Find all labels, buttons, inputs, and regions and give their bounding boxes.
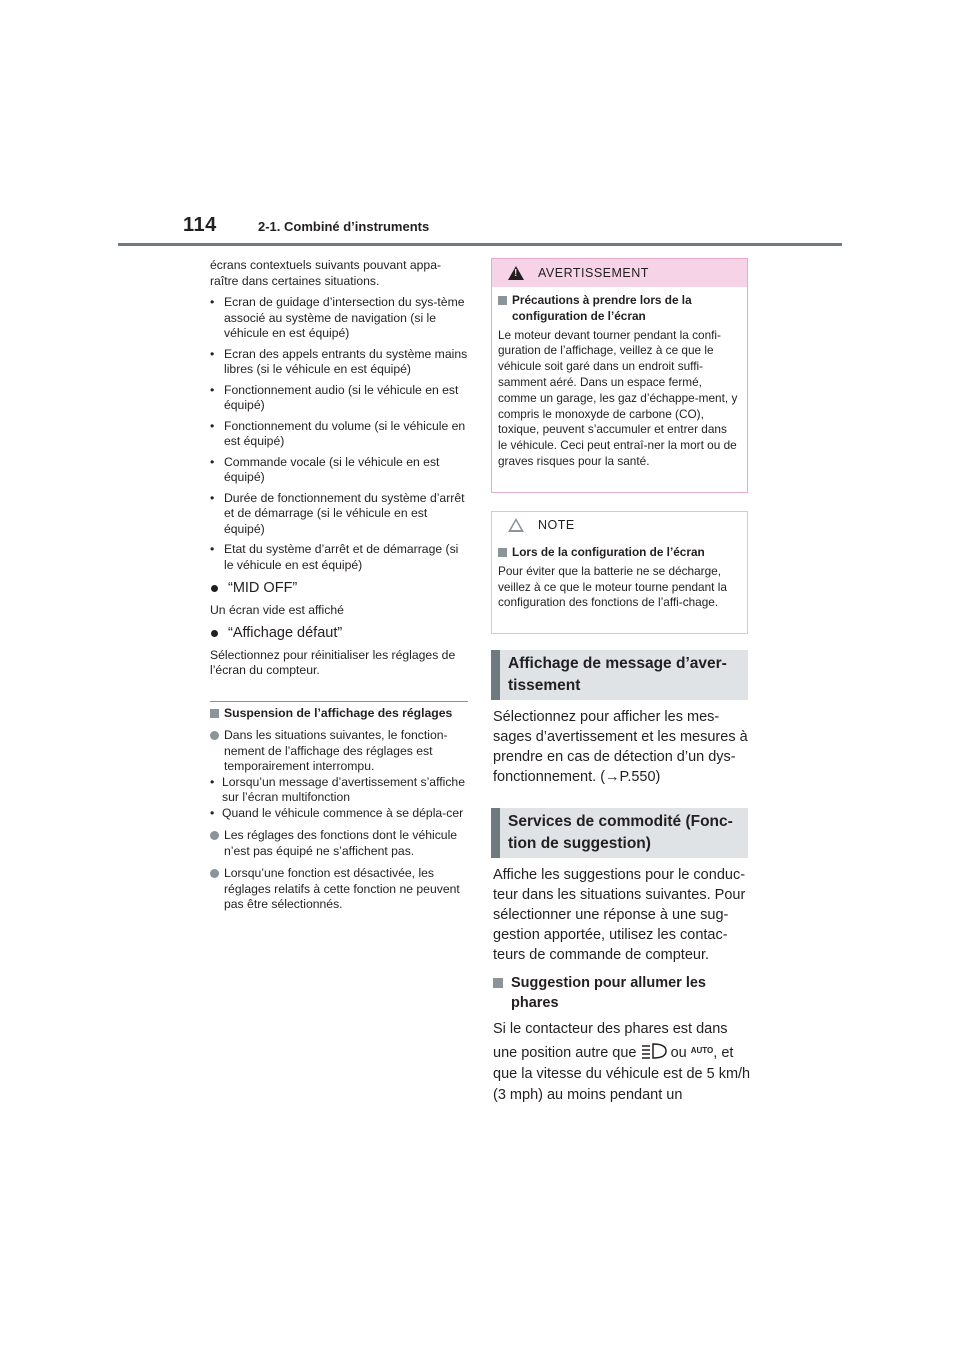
square-bullet-icon <box>210 709 219 718</box>
list-item: • Commande vocale (si le véhicule en est équipé) <box>210 454 440 484</box>
note-item: Lorsqu’une fonction est désactivée, les réglages relatifs à cette fonction ne peuvent pas être sélectionnés. <box>210 866 468 913</box>
convenience-services-text: Affiche les suggestions pour le conduc-teur dans les situations suivantes. Pour sélectionner une réponse à une sug-gestion apportée, utilisez les contac-teurs de commande de compteur. Suggestion pour allumer les phares Si le contacteur des phares est dans une position autre que ou $^{AUTO}$, et que la vitesse du véhicule est de 5 km/h (3 mph) au moins pendant un <box>493 865 751 1106</box>
intro-text: écrans contextuels suivants pouvant appa-raître dans certaines situations. <box>210 258 442 288</box>
bullet-disc-icon <box>211 585 218 592</box>
warning-message-heading: Affichage de message d’aver-tissement <box>491 650 748 700</box>
note-body: Pour éviter que la batterie ne se décharge, veillez à ce que le moteur tourne pendant la configuration des fonctions de l’affi-chage. <box>498 563 727 610</box>
note-box <box>491 511 748 634</box>
warning-box <box>491 258 748 493</box>
warning-subtitle: Précautions à prendre lors de la configuration de l’écran <box>498 293 739 325</box>
warning-message-text: Sélectionnez pour afficher les mes-sages d’avertissement et les mesures à prendre en cas de détection d’un dys-fonctionnement. (→P.550) <box>493 709 748 785</box>
warning-triangle-icon <box>508 266 524 280</box>
headlight-suggestion-title: Suggestion pour allumer les phares <box>493 973 751 1013</box>
mid-off-item: “MID OFF” <box>210 581 468 597</box>
convenience-services-heading: Services de commodité (Fonc-tion de suggestion) <box>491 808 748 858</box>
circle-bullet-icon <box>210 831 219 840</box>
list-item: • Ecran de guidage d’intersection du sys-tème associé au système de navigation (si le véhicule en est équipé) <box>210 295 465 340</box>
list-item: • Fonctionnement audio (si le véhicule en est équipé) <box>210 382 459 412</box>
square-bullet-icon <box>498 296 507 305</box>
list-item: • Etat du système d’arrêt et de démarrage (si le véhicule en est équipé) <box>210 542 459 572</box>
square-bullet-icon <box>498 548 507 557</box>
caution-triangle-icon <box>508 518 524 532</box>
header-rule <box>118 243 842 246</box>
warning-label: AVERTISSEMENT <box>538 266 649 280</box>
circle-bullet-icon <box>210 731 219 740</box>
bullet-disc-icon <box>211 630 218 637</box>
page-number: 114 <box>183 214 217 236</box>
headlight-icon <box>641 1043 667 1059</box>
section-title: 2-1. Combiné d’instruments <box>258 219 430 234</box>
default-display-description: Sélectionnez pour réinitialiser les réglages de l’écran du compteur. <box>210 647 456 677</box>
note-item: Dans les situations suivantes, le fonction-nement de l’affichage des réglages est temporairement interrompu. • Lorsqu’un message d’avertissement s’affiche sur l’écran multifonction • Quand le véhicule commence à se dépla-cer <box>210 728 465 820</box>
note-label: NOTE <box>538 518 575 532</box>
suspension-heading: Suspension de l’affichage des réglages <box>210 701 468 722</box>
list-item: • Ecran des appels entrants du système mains libres (si le véhicule en est équipé) <box>210 346 468 376</box>
note-subtitle: Lors de la configuration de l’écran <box>498 545 739 561</box>
square-bullet-icon <box>493 978 503 988</box>
mid-off-description: Un écran vide est affiché <box>210 602 344 617</box>
auto-icon: AUTO <box>690 1046 714 1055</box>
list-item: • Fonctionnement du volume (si le véhicule en est équipé) <box>210 418 466 448</box>
left-column <box>210 258 468 913</box>
warning-header <box>492 259 747 287</box>
note-header <box>492 512 747 538</box>
list-item: • Durée de fonctionnement du système d’arrêt et de démarrage (si le véhicule en est équipé) <box>210 490 465 536</box>
circle-bullet-icon <box>210 869 219 878</box>
headlight-suggestion-body: Si le contacteur des phares est dans une position autre que ou $^{AUTO}$, et que la vitesse du véhicule est de 5 km/h (3 mph) au moins pendant un <box>493 1021 751 1103</box>
warning-body: Le moteur devant tourner pendant la confi-guration de l’affichage, veillez à ce que le véhicule soit garé dans un endroit suffi-samment aéré. Dans un espace fermé, comme un garage, les gaz d’échappe-ment, y compris le monoxyde de carbone (CO), toxique, peuvent s’accumuler et entrer dans le véhicule. Ceci peut entraî-ner la mort ou de graves risques pour la santé. <box>498 327 738 468</box>
default-display-item: “Affichage défaut” <box>210 626 468 642</box>
note-item: Les réglages des fonctions dont le véhicule n’est pas équipé ne s’affichent pas. <box>210 828 468 859</box>
